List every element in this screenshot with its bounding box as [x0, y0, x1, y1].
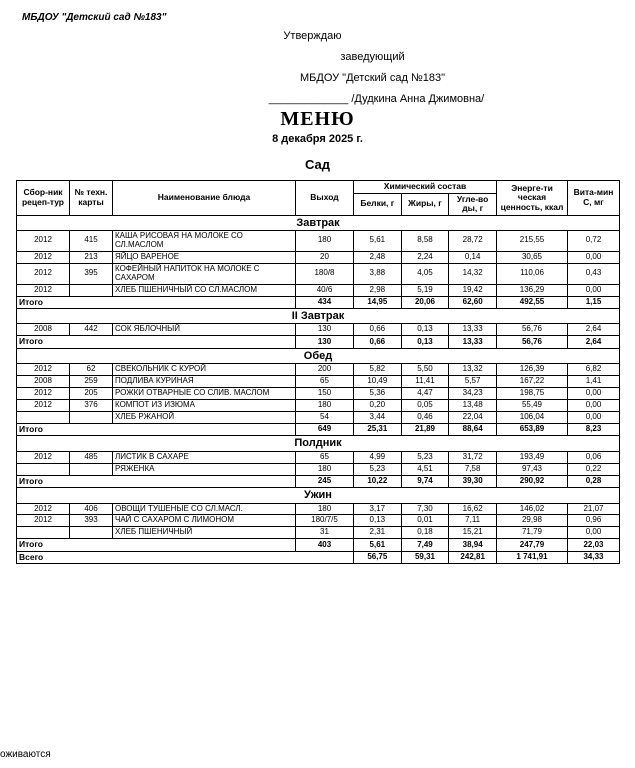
cell-sbornik: 2012	[17, 284, 70, 296]
cell-vitamin: 0,43	[568, 263, 620, 284]
grand-total-row	[17, 551, 620, 564]
cell-vitamin: 2,64	[568, 324, 620, 336]
menu-table-head	[17, 181, 620, 216]
cell-dish-name: ХЛЕБ ПШЕНИЧНЫЙ	[113, 527, 296, 539]
cell-total-vitamin: 1,15	[568, 296, 620, 309]
cell-vitamin: 0,96	[568, 515, 620, 527]
header-sbornik: Сбор-ник рецеп-тур	[17, 181, 70, 216]
cell-vitamin: 21,07	[568, 503, 620, 515]
cell-carbs: 31,72	[449, 451, 497, 463]
cell-total-energy: 653,89	[497, 423, 568, 436]
cell-tech-card: 485	[70, 451, 113, 463]
cell-proteins: 3,17	[354, 503, 402, 515]
cell-total-fats: 7,49	[401, 539, 449, 552]
header-chemical-composition: Химический состав	[354, 181, 497, 194]
cell-dish-name: ОВОЩИ ТУШЕНЫЕ СО СЛ.МАСЛ.	[113, 503, 296, 515]
cell-dish-name: КАША РИСОВАЯ НА МОЛОКЕ СО СЛ.МАСЛОМ	[113, 230, 296, 251]
table-row	[17, 230, 620, 251]
cell-output: 150	[296, 388, 354, 400]
cell-tech-card: 213	[70, 251, 113, 263]
cell-total-vitamin: 0,28	[568, 475, 620, 488]
section-total-label: Итого	[17, 296, 296, 309]
cell-carbs: 34,23	[449, 388, 497, 400]
cell-output: 180/7/5	[296, 515, 354, 527]
cell-grand-proteins: 56,75	[354, 551, 402, 564]
cell-carbs: 19,42	[449, 284, 497, 296]
cell-total-proteins: 25,31	[354, 423, 402, 436]
cell-tech-card: 442	[70, 324, 113, 336]
meal-section-title: Полдник	[17, 436, 620, 451]
footer-note: оживаются	[0, 749, 51, 760]
cell-dish-name: КОФЕЙНЫЙ НАПИТОК НА МОЛОКЕ С САХАРОМ	[113, 263, 296, 284]
cell-output: 180	[296, 400, 354, 412]
cell-energy: 106,04	[497, 412, 568, 424]
cell-fats: 0,01	[401, 515, 449, 527]
menu-table-body	[17, 215, 620, 564]
cell-sbornik	[17, 463, 70, 475]
cell-sbornik: 2008	[17, 324, 70, 336]
cell-carbs: 13,32	[449, 364, 497, 376]
cell-sbornik: 2008	[17, 376, 70, 388]
cell-vitamin: 6,82	[568, 364, 620, 376]
cell-total-fats: 0,13	[401, 336, 449, 349]
cell-proteins: 0,13	[354, 515, 402, 527]
cell-output: 54	[296, 412, 354, 424]
organization-name: МБДОУ "Детский сад №183"	[22, 12, 167, 23]
approval-line-2: заведующий	[340, 51, 405, 63]
section-total-row	[17, 423, 620, 436]
table-row	[17, 503, 620, 515]
cell-proteins: 10,49	[354, 376, 402, 388]
cell-fats: 4,05	[401, 263, 449, 284]
cell-sbornik: 2012	[17, 515, 70, 527]
cell-tech-card	[70, 463, 113, 475]
cell-total-energy: 492,55	[497, 296, 568, 309]
cell-vitamin: 0,00	[568, 251, 620, 263]
cell-proteins: 2,98	[354, 284, 402, 296]
cell-proteins: 0,20	[354, 400, 402, 412]
header-energy: Энерге-ти ческая ценность, ккал	[497, 181, 568, 216]
header-carbs: Угле-во ды, г	[449, 193, 497, 215]
cell-energy: 97,43	[497, 463, 568, 475]
cell-tech-card: 376	[70, 400, 113, 412]
cell-tech-card: 62	[70, 364, 113, 376]
table-row	[17, 412, 620, 424]
table-row	[17, 527, 620, 539]
header-tech-card: № техн. карты	[70, 181, 113, 216]
table-row	[17, 515, 620, 527]
section-total-row	[17, 336, 620, 349]
cell-vitamin: 0,00	[568, 412, 620, 424]
cell-tech-card: 415	[70, 230, 113, 251]
cell-dish-name: ХЛЕБ ПШЕНИЧНЫЙ СО СЛ.МАСЛОМ	[113, 284, 296, 296]
cell-total-vitamin: 22,03	[568, 539, 620, 552]
cell-proteins: 2,31	[354, 527, 402, 539]
cell-fats: 0,13	[401, 324, 449, 336]
cell-total-carbs: 88,64	[449, 423, 497, 436]
cell-vitamin: 0,22	[568, 463, 620, 475]
cell-dish-name: КОМПОТ ИЗ ИЗЮМА	[113, 400, 296, 412]
cell-total-carbs: 39,30	[449, 475, 497, 488]
cell-dish-name: ЯЙЦО ВАРЕНОЕ	[113, 251, 296, 263]
table-row	[17, 263, 620, 284]
cell-carbs: 7,11	[449, 515, 497, 527]
cell-grand-fats: 59,31	[401, 551, 449, 564]
header-vitamin-c: Вита-мин С, мг	[568, 181, 620, 216]
cell-total-carbs: 13,33	[449, 336, 497, 349]
cell-proteins: 3,88	[354, 263, 402, 284]
cell-total-output: 403	[296, 539, 354, 552]
cell-fats: 7,30	[401, 503, 449, 515]
cell-output: 65	[296, 376, 354, 388]
cell-output: 200	[296, 364, 354, 376]
cell-proteins: 4,99	[354, 451, 402, 463]
grand-total-label: Всего	[17, 551, 354, 564]
approval-line-3: МБДОУ "Детский сад №183"	[299, 72, 446, 84]
cell-energy: 167,22	[497, 376, 568, 388]
cell-proteins: 5,23	[354, 463, 402, 475]
cell-total-energy: 247,79	[497, 539, 568, 552]
section-total-label: Итого	[17, 336, 296, 349]
header-fats: Жиры, г	[401, 193, 449, 215]
group-title: Сад	[304, 157, 331, 172]
meal-section-header	[17, 215, 620, 230]
cell-sbornik: 2012	[17, 263, 70, 284]
cell-energy: 215,55	[497, 230, 568, 251]
cell-total-proteins: 14,95	[354, 296, 402, 309]
approval-block	[0, 30, 635, 114]
meal-section-header	[17, 348, 620, 363]
page-title: МЕНЮ	[280, 108, 355, 130]
meal-section-header	[17, 309, 620, 324]
cell-total-fats: 20,06	[401, 296, 449, 309]
cell-carbs: 0,14	[449, 251, 497, 263]
menu-table	[16, 180, 620, 564]
cell-dish-name: ХЛЕБ РЖАНОЙ	[113, 412, 296, 424]
cell-dish-name: ЛИСТИК В САХАРЕ	[113, 451, 296, 463]
cell-total-output: 130	[296, 336, 354, 349]
cell-tech-card	[70, 412, 113, 424]
cell-carbs: 13,48	[449, 400, 497, 412]
header-output: Выход	[296, 181, 354, 216]
cell-vitamin: 0,06	[568, 451, 620, 463]
cell-carbs: 16,62	[449, 503, 497, 515]
table-row	[17, 451, 620, 463]
cell-fats: 0,46	[401, 412, 449, 424]
cell-fats: 4,47	[401, 388, 449, 400]
cell-total-energy: 290,92	[497, 475, 568, 488]
cell-total-carbs: 62,60	[449, 296, 497, 309]
approval-line-1: Утверждаю	[283, 30, 342, 42]
cell-sbornik: 2012	[17, 503, 70, 515]
section-total-label: Итого	[17, 423, 296, 436]
meal-section-header	[17, 436, 620, 451]
approval-line-4: _____________ /Дудкина Анна Джимовна/	[268, 93, 485, 105]
cell-proteins: 3,44	[354, 412, 402, 424]
cell-carbs: 5,57	[449, 376, 497, 388]
cell-total-output: 245	[296, 475, 354, 488]
cell-fats: 5,50	[401, 364, 449, 376]
cell-vitamin: 0,00	[568, 284, 620, 296]
cell-total-fats: 21,89	[401, 423, 449, 436]
cell-output: 180	[296, 503, 354, 515]
cell-output: 65	[296, 451, 354, 463]
section-total-row	[17, 539, 620, 552]
cell-total-proteins: 10,22	[354, 475, 402, 488]
section-total-row	[17, 296, 620, 309]
cell-dish-name: СОК ЯБЛОЧНЫЙ	[113, 324, 296, 336]
header-dish-name: Наименование блюда	[113, 181, 296, 216]
cell-proteins: 2,48	[354, 251, 402, 263]
cell-dish-name: РОЖКИ ОТВАРНЫЕ СО СЛИВ. МАСЛОМ	[113, 388, 296, 400]
cell-carbs: 15,21	[449, 527, 497, 539]
cell-energy: 55,49	[497, 400, 568, 412]
cell-carbs: 14,32	[449, 263, 497, 284]
menu-date: 8 декабря 2025 г.	[272, 133, 363, 145]
table-row	[17, 463, 620, 475]
cell-total-output: 434	[296, 296, 354, 309]
cell-carbs: 13,33	[449, 324, 497, 336]
cell-total-proteins: 0,66	[354, 336, 402, 349]
cell-energy: 30,65	[497, 251, 568, 263]
cell-total-proteins: 5,61	[354, 539, 402, 552]
section-total-row	[17, 475, 620, 488]
cell-vitamin: 1,41	[568, 376, 620, 388]
table-row	[17, 284, 620, 296]
cell-energy: 56,76	[497, 324, 568, 336]
cell-tech-card	[70, 527, 113, 539]
cell-dish-name: ЧАЙ С САХАРОМ С ЛИМОНОМ	[113, 515, 296, 527]
cell-output: 20	[296, 251, 354, 263]
cell-dish-name: РЯЖЕНКА	[113, 463, 296, 475]
meal-section-title: Обед	[17, 348, 620, 363]
cell-carbs: 7,58	[449, 463, 497, 475]
cell-grand-energy: 1 741,91	[497, 551, 568, 564]
cell-dish-name: СВЕКОЛЬНИК С КУРОЙ	[113, 364, 296, 376]
cell-sbornik: 2012	[17, 400, 70, 412]
cell-sbornik: 2012	[17, 364, 70, 376]
cell-total-vitamin: 8,23	[568, 423, 620, 436]
cell-energy: 71,79	[497, 527, 568, 539]
cell-energy: 110,06	[497, 263, 568, 284]
cell-output: 180/8	[296, 263, 354, 284]
section-total-label: Итого	[17, 539, 296, 552]
table-row	[17, 388, 620, 400]
table-header-row-1	[17, 181, 620, 194]
cell-output: 40/6	[296, 284, 354, 296]
cell-tech-card: 395	[70, 263, 113, 284]
cell-fats: 0,05	[401, 400, 449, 412]
cell-total-fats: 9,74	[401, 475, 449, 488]
cell-proteins: 5,61	[354, 230, 402, 251]
cell-fats: 8,58	[401, 230, 449, 251]
cell-energy: 193,49	[497, 451, 568, 463]
meal-section-title: Завтрак	[17, 215, 620, 230]
cell-vitamin: 0,00	[568, 527, 620, 539]
cell-proteins: 5,36	[354, 388, 402, 400]
cell-total-output: 649	[296, 423, 354, 436]
cell-tech-card: 259	[70, 376, 113, 388]
cell-proteins: 5,82	[354, 364, 402, 376]
cell-dish-name: ПОДЛИВА КУРИНАЯ	[113, 376, 296, 388]
cell-fats: 0,18	[401, 527, 449, 539]
cell-proteins: 0,66	[354, 324, 402, 336]
cell-tech-card: 393	[70, 515, 113, 527]
cell-total-carbs: 38,94	[449, 539, 497, 552]
cell-sbornik: 2012	[17, 251, 70, 263]
table-row	[17, 251, 620, 263]
cell-output: 31	[296, 527, 354, 539]
cell-total-energy: 56,76	[497, 336, 568, 349]
cell-output: 180	[296, 230, 354, 251]
section-total-label: Итого	[17, 475, 296, 488]
cell-grand-vitamin: 34,33	[568, 551, 620, 564]
cell-tech-card	[70, 284, 113, 296]
cell-fats: 5,23	[401, 451, 449, 463]
cell-sbornik: 2012	[17, 230, 70, 251]
cell-carbs: 22,04	[449, 412, 497, 424]
cell-fats: 2,24	[401, 251, 449, 263]
cell-energy: 136,29	[497, 284, 568, 296]
cell-tech-card: 205	[70, 388, 113, 400]
meal-section-title: Ужин	[17, 488, 620, 503]
table-row	[17, 364, 620, 376]
cell-output: 180	[296, 463, 354, 475]
cell-vitamin: 0,72	[568, 230, 620, 251]
table-row	[17, 400, 620, 412]
cell-tech-card: 406	[70, 503, 113, 515]
header-proteins: Белки, г	[354, 193, 402, 215]
cell-sbornik	[17, 527, 70, 539]
cell-sbornik: 2012	[17, 451, 70, 463]
cell-fats: 11,41	[401, 376, 449, 388]
cell-fats: 4,51	[401, 463, 449, 475]
meal-section-title: II Завтрак	[17, 309, 620, 324]
meal-section-header	[17, 488, 620, 503]
table-row	[17, 376, 620, 388]
cell-grand-carbs: 242,81	[449, 551, 497, 564]
cell-vitamin: 0,00	[568, 388, 620, 400]
cell-fats: 5,19	[401, 284, 449, 296]
cell-energy: 29,98	[497, 515, 568, 527]
table-row	[17, 324, 620, 336]
cell-energy: 198,75	[497, 388, 568, 400]
cell-vitamin: 0,00	[568, 400, 620, 412]
cell-total-vitamin: 2,64	[568, 336, 620, 349]
cell-carbs: 28,72	[449, 230, 497, 251]
cell-sbornik	[17, 412, 70, 424]
cell-energy: 126,39	[497, 364, 568, 376]
cell-sbornik: 2012	[17, 388, 70, 400]
cell-energy: 146,02	[497, 503, 568, 515]
cell-output: 130	[296, 324, 354, 336]
